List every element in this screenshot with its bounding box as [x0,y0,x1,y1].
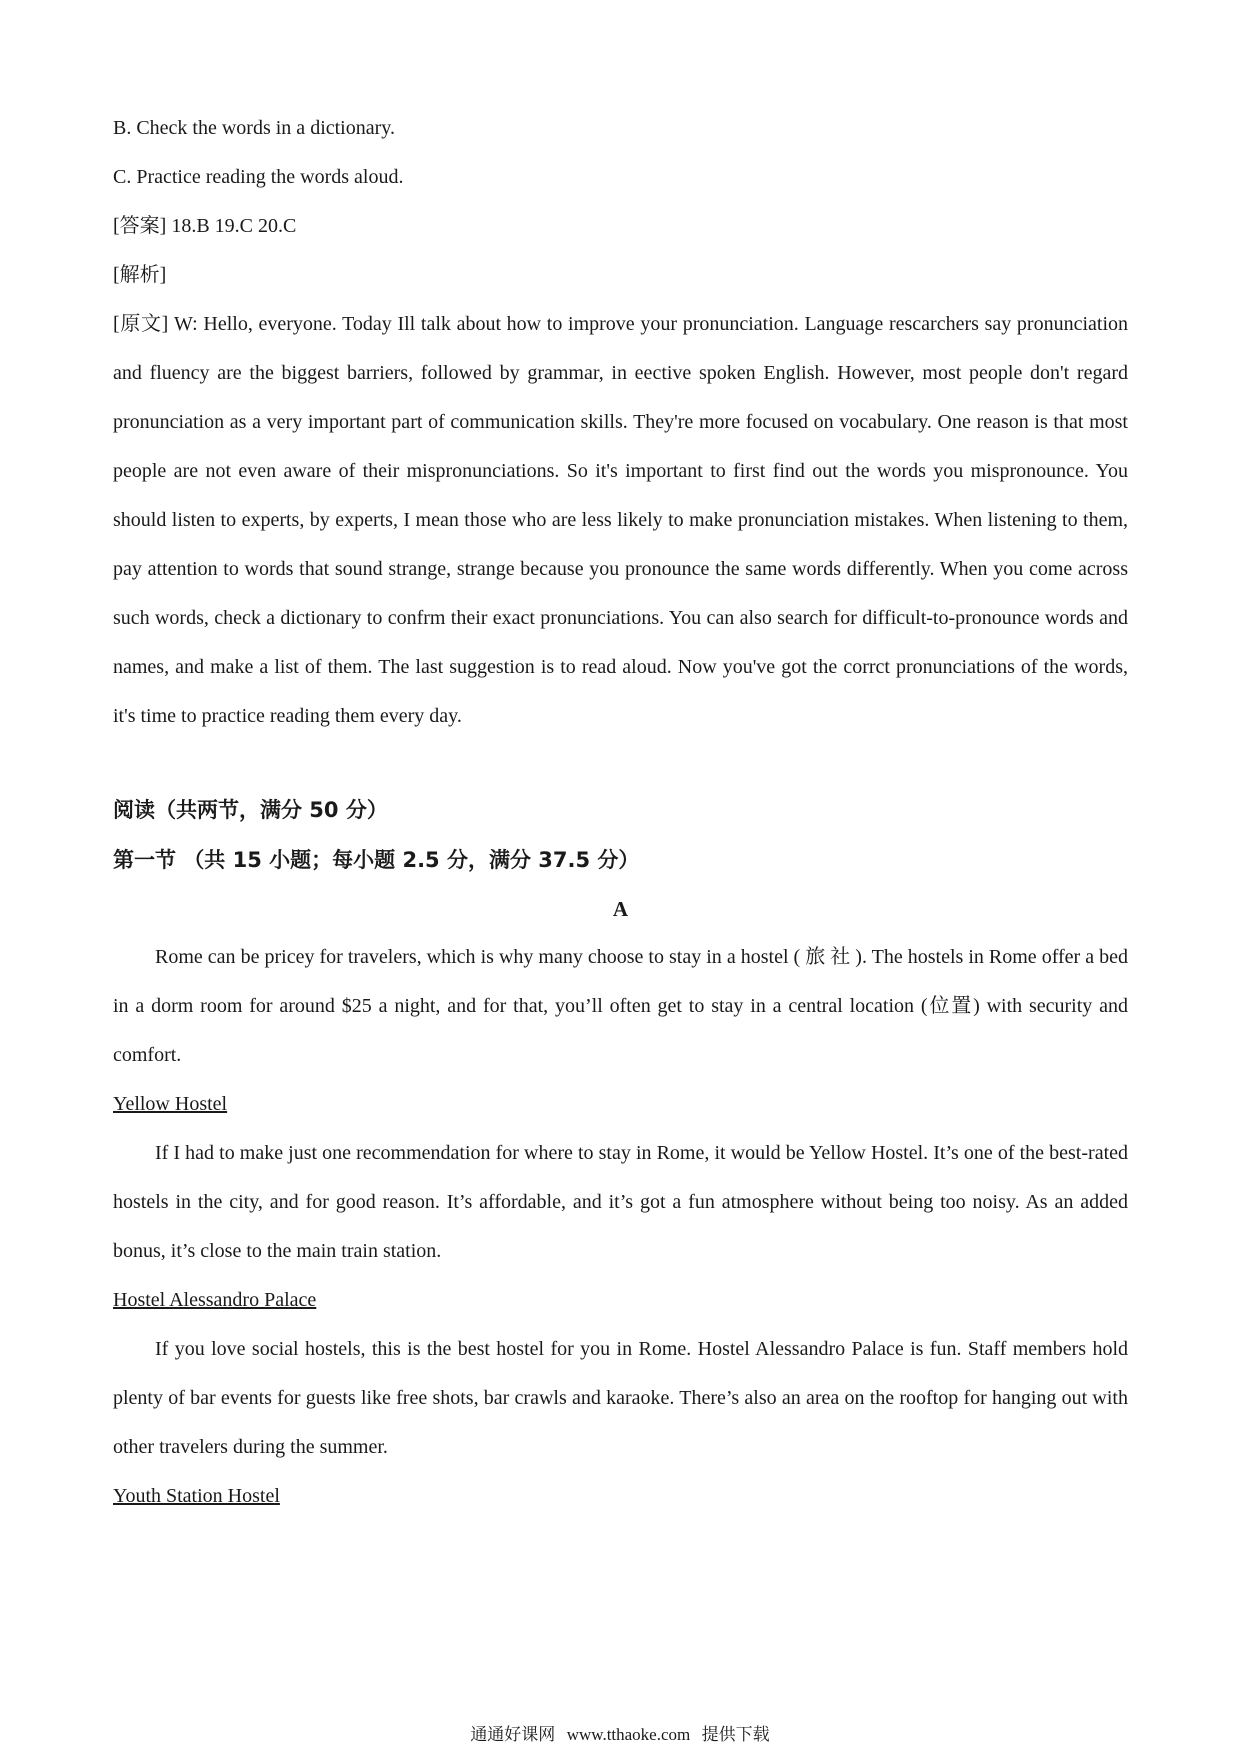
footer-url[interactable]: www.tthaoke.com [566,1725,691,1744]
option-b: B. Check the words in a dictionary. [113,117,395,139]
hostel-title: Youth Station Hostel [113,1485,280,1507]
reading-heading: 阅读（共两节，满分 50 分） [113,798,388,822]
hostel-title: Yellow Hostel [113,1093,228,1115]
page-footer [0,1724,1240,1746]
footer-site-name: 通通好课网 [470,1725,556,1745]
hostel-title: Hostel Alessandro Palace [113,1289,317,1311]
footer-download-text: 提供下载 [701,1725,770,1745]
passage-label: A [612,897,629,921]
section-gap [113,741,1128,785]
transcript-paragraph: [原文] W: Hello, everyone. Today Ill talk about how to improve your pronunciation. Language rescarchers say pronunciation and fluency are the biggest barriers, followed by grammar, in eective spoken English. However, most people don't regard pronunciation as a very important part of communication skills. They're more focused on vocabulary. One reason is that most people are not even aware of their mispronunciations. So it's important to first find out the words you mispronounce. You should listen to experts, by experts, I mean those who are less likely to make pronunciation mistakes. When listening to them, pay attention to words that sound strange, strange because you pronounce the same words differently. When you come across such words, check a dictionary to confrm their exact pronunciations. You can also search for difficult-to-pronounce words and names, and make a list of them. The last suggestion is to read aloud. Now you've got the corrct pronunciations of the words, it's time to practice reading them every day. [113,313,1128,727]
document-page [113,104,1128,1521]
section-heading: 第一节 （共 15 小题；每小题 2.5 分，满分 37.5 分） [113,848,640,872]
option-c: C. Practice reading the words aloud. [113,166,404,188]
hostel-description: If you love social hostels, this is the best hostel for you in Rome. Hostel Alessandro Palace is fun. Staff members hold plenty of bar events for guests like free shots, bar crawls and karaoke. There’s also an area on the rooftop for hanging out with other travelers during the summer. [113,1338,1128,1458]
intro-paragraph: Rome can be pricey for travelers, which is why many choose to stay in a hostel ( 旅 社 ). The hostels in Rome offer a bed in a dorm room for around $25 a night, and for that, you’ll often get to stay in a central location (位置) with security and comfort. [113,946,1128,1066]
answer-line: [答案] 18.B 19.C 20.C [113,215,297,237]
analysis-label: [解析] [113,264,167,286]
hostel-description: If I had to make just one recommendation for where to stay in Rome, it would be Yellow Hostel. It’s one of the best-rated hostels in the city, and for good reason. It’s affordable, and it’s got a fun atmosphere without being too noisy. As an added bonus, it’s close to the main train station. [113,1142,1128,1262]
